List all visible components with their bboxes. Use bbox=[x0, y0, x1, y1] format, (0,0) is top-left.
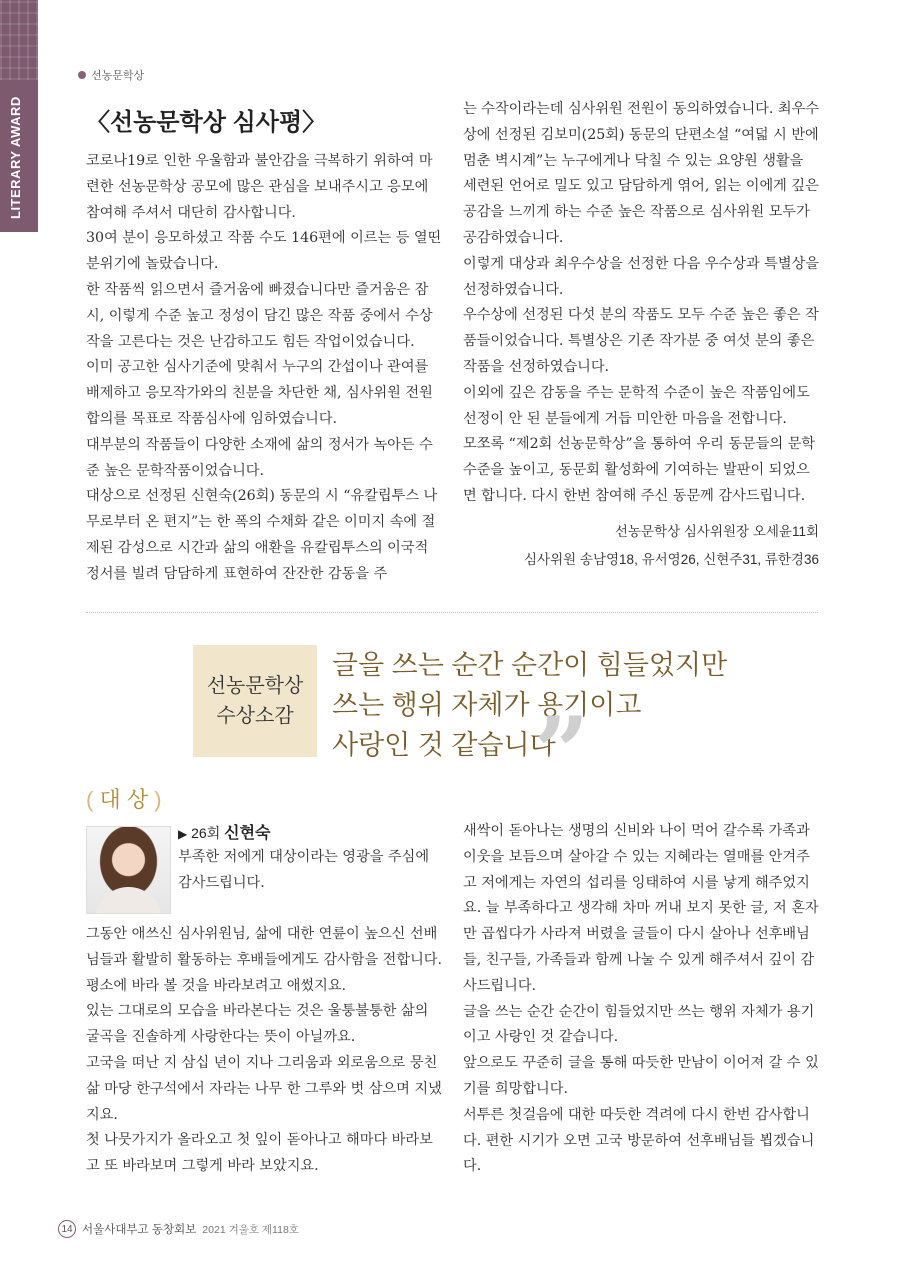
prize-bracket: ( bbox=[86, 787, 94, 812]
close-quote-icon: ” bbox=[534, 696, 590, 809]
paragraph: 평소에 바라 볼 것을 바라보려고 애썼지요. bbox=[86, 977, 347, 994]
paragraph: 이렇게 대상과 최우수상을 선정한 다음 우수상과 특별상을 선정하였습니다. bbox=[463, 255, 819, 298]
award-box-line: 수상소감 bbox=[216, 705, 294, 727]
paragraph: 새싹이 돋아나는 생명의 신비와 나이 먹어 갈수록 가족과 이웃을 보듬으며 살아갈 수 있는 지혜라는 열매를 안겨주고 저에게는 자연의 섭리를 잉태하여 시를 낳게 해주었지요. 늘 부족하다고 생각해 차마 꺼내 보지 못한 글, 저 혼자만 곱씹다가 사라져 버렸을 글들이 다시 살아나 선후배님들, 친구들, 가족들과 함께 나눌 수 있게 해주셔서 깊이 감사드립니다. bbox=[463, 823, 819, 994]
prize-label-text: 대 상 bbox=[99, 787, 149, 812]
section-label bbox=[78, 67, 144, 83]
paragraph: 한 작품씩 읽으면서 즐거움에 빠졌습니다만 즐거움은 잠시, 이렇게 수준 높고 정성이 담긴 많은 작품 중에서 수상작을 고른다는 것은 난감하고도 힘든 작업이었습니다. bbox=[86, 281, 433, 350]
award-box-line: 선농문학상 bbox=[206, 675, 304, 697]
review-title: 〈선농문학상 심사평〉 bbox=[86, 109, 327, 136]
paragraph: 고국을 떠난 지 삼십 년이 지나 그리움과 외로움으로 뭉친 삶 마당 한구석에서 자라는 나무 한 그루와 벗 삼으며 지냈지요. bbox=[86, 1054, 442, 1123]
prize-bracket: ) bbox=[154, 787, 162, 812]
winner-photo bbox=[86, 826, 171, 914]
photo-figure bbox=[95, 887, 162, 914]
winner-right-column bbox=[463, 819, 819, 1180]
award-speech-box bbox=[193, 645, 317, 757]
winner-name: 신현숙 bbox=[224, 825, 271, 842]
review-left-column bbox=[86, 149, 442, 588]
paragraph: 앞으로도 꾸준히 글을 통해 따듯한 만남이 이어져 갈 수 있기를 희망합니다. bbox=[463, 1055, 819, 1097]
side-tab-pattern bbox=[0, 0, 38, 80]
paragraph: 30여 분이 응모하셨고 작품 수도 146편에 이르는 등 열띤 분위기에 놀랐습니다. bbox=[86, 230, 442, 273]
side-tab-label: LITERARY AWARD bbox=[8, 96, 23, 220]
paragraph: 우수상에 선정된 다섯 분의 작품도 모두 수준 높은 좋은 작품들이었습니다. 특별상은 기존 작가분 중 여섯 분의 좋은 작품을 선정하였습니다. bbox=[463, 307, 819, 375]
prize-label bbox=[86, 783, 162, 814]
pull-quote-line: 사랑인 것 같습니다 bbox=[332, 730, 556, 760]
section-label-text: 선농문학상 bbox=[91, 70, 145, 82]
paragraph: 모쪼록 “제2회 선농문학상”을 통하여 우리 동문들의 문학 수준을 높이고, 동문회 활성화에 기여하는 발판이 되었으면 합니다. 다시 한번 참여해 주신 동문께 감사드립니다. bbox=[463, 436, 816, 504]
pull-quote-line: 쓰는 행위 자체가 용기이고 bbox=[332, 690, 642, 720]
winner-intro bbox=[178, 845, 440, 897]
judges-signature: 심사위원 송남영18, 유서영26, 신현주31, 류한경36 bbox=[524, 551, 819, 567]
play-arrow-icon: ▶ bbox=[178, 827, 188, 841]
page-footer bbox=[58, 1220, 299, 1238]
paragraph: 있는 그대로의 모습을 바라본다는 것은 울퉁불퉁한 삶의 굴곡을 진솔하게 사랑한다는 뜻이 아닐까요. bbox=[86, 1003, 429, 1046]
paragraph: 부족한 저에게 대상이라는 영광을 주심에 감사드립니다. bbox=[178, 849, 430, 891]
paragraph: 대부분의 작품들이 다양한 소재에 삶의 정서가 녹아든 수준 높은 문학작품이었습니다. bbox=[86, 436, 433, 479]
page-number: 14 bbox=[58, 1220, 76, 1238]
paragraph: 대상으로 선정된 신현숙(26회) 동문의 시 “유칼립투스 나무로부터 온 편지”는 한 폭의 수채화 같은 이미지 속에 절제된 감성으로 시간과 삶의 애환을 유칼립투스의 이국적 정서를 빌려 담담하게 표현하여 잔잔한 감동을 주 bbox=[86, 488, 438, 582]
issue-info: 2021 겨울호 제118호 bbox=[202, 1223, 299, 1236]
judge-chair-signature: 선농문학상 심사위원장 오세윤11회 bbox=[614, 523, 819, 539]
winner-class: 26회 bbox=[191, 825, 221, 841]
paragraph: 첫 나뭇가지가 올라오고 첫 잎이 돋아나고 해마다 바라보고 또 바라보며 그렇게 바라 보았지요. bbox=[86, 1132, 433, 1175]
paragraph: 는 수작이라는데 심사위원 전원이 동의하였습니다. 최우수상에 선정된 김보미(25회) 동문의 단편소설 “여덟 시 반에 멈춘 벽시계”는 누구에게나 닥칠 수 있는 요양원 생활을 세련된 언어로 밀도 있고 담담하게 엮어, 읽는 이에게 깊은 공감을 느끼게 하는 수준 높은 작품으로 심사위원 모두가 공감하였습니다. bbox=[463, 101, 819, 246]
publication-name: 서울사대부고 동창회보 bbox=[82, 1224, 197, 1236]
pull-quote-line: 글을 쓰는 순간 순간이 힘들었지만 bbox=[332, 650, 728, 680]
winner-left-column bbox=[86, 922, 442, 1180]
paragraph: 코로나19로 인한 우울함과 불안감을 극복하기 위하여 마련한 선농문학상 공모에 많은 관심을 보내주시고 응모에 참여해 주셔서 대단히 감사합니다. bbox=[86, 153, 433, 221]
paragraph: 글을 쓰는 순간 순간이 힘들었지만 쓰는 행위 자체가 용기이고 사랑인 것 같습니다. bbox=[463, 1003, 815, 1046]
paragraph: 이외에 깊은 감동을 주는 문학적 수준이 높은 작품임에도 선정이 안 된 분들에게 거듭 미안한 마음을 전합니다. bbox=[463, 384, 810, 427]
paragraph: 이미 공고한 심사기준에 맞춰서 누구의 간섭이나 관여를 배제하고 응모작가와의 친분을 차단한 채, 심사위원 전원합의를 목표로 작품심사에 임하였습니다. bbox=[86, 359, 433, 427]
paragraph: 그동안 애쓰신 심사위원님, 삶에 대한 연륜이 높으신 선배님들과 활발히 활동하는 후배들에게도 감사함을 전합니다. bbox=[86, 926, 442, 968]
bullet-icon bbox=[78, 71, 86, 79]
section-divider bbox=[86, 612, 818, 613]
winner-heading bbox=[178, 820, 271, 843]
paragraph: 서투른 첫걸음에 대한 따듯한 격려에 다시 한번 감사합니다. 편한 시기가 오면 고국 방문하여 선후배님들 뵙겠습니다. bbox=[463, 1106, 815, 1175]
side-tab bbox=[0, 0, 38, 232]
review-right-column bbox=[463, 97, 819, 574]
